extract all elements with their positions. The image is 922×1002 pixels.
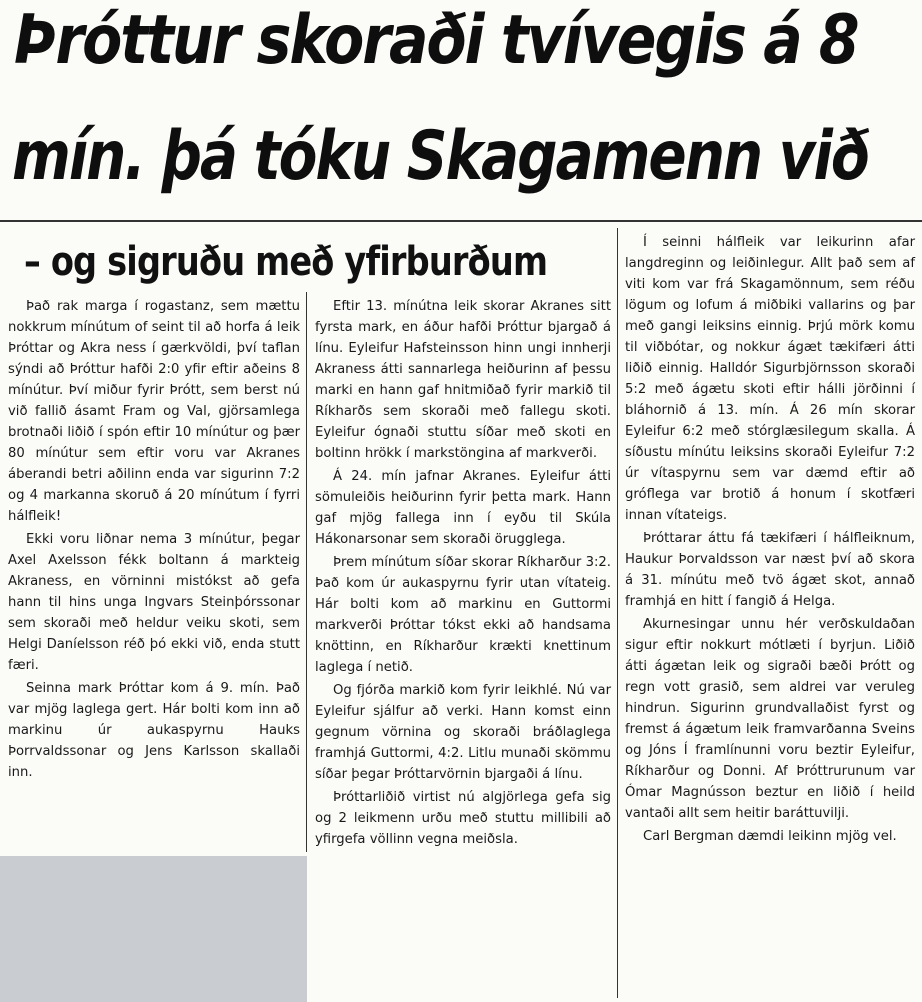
article-column-2 bbox=[315, 296, 611, 852]
article-column-3 bbox=[625, 232, 915, 849]
paragraph: Eftir 13. mínútna leik skorar Akranes sitt fyrsta mark, en áður hafði Þróttur bjargað á línu. Eyleifur Hafsteinsson hinn ungi innherji Akraness átti sannarlega heiðurinn af þessu marki en hann gaf hnitmiðað fyrir markið til Ríkharðs sem skoraði með fallegu skoti. Eyleifur ógnaði stuttu síðar með skoti en boltinn hrökk í markstöngina af markverði. bbox=[315, 299, 611, 461]
paragraph: Og fjórða markið kom fyrir leikhlé. Nú var Eyleifur sjálfur að verki. Hann komst einn gegnum vörnina og skoraði bráðlaglega framhjá Guttormi, 4:2. Litlu munaði skömmu síðar þegar Þróttarvörnin bjargaði á línu. bbox=[315, 683, 611, 782]
headline-line-1: Þróttur skoraði tvívegis á 8 bbox=[14, 1, 858, 80]
column-divider-1 bbox=[306, 292, 307, 852]
paragraph: Þróttarar áttu fá tækifæri í hálfleiknum, Haukur Þorvaldsson var næst því að skora á 31. mínútu með tvö ágæt skot, annað framhjá en hitt í fangið á Helga. bbox=[625, 531, 915, 609]
paragraph: Seinna mark Þróttar kom á 9. mín. Það var mjög laglega gert. Hár bolti kom inn að markinu úr aukaspyrnu Hauks Þorrvaldssonar og Jens Karlsson skallaði inn. bbox=[8, 681, 300, 780]
paragraph: Þrem mínútum síðar skorar Ríkharður 3:2. Það kom úr aukaspyrnu fyrir utan vítateig. Hár bolti kom að markinu en Guttormi markverði Þróttar tókst ekki að handsama knöttinn, en Ríkharður krækti knettinum laglega í netið. bbox=[315, 555, 611, 675]
paragraph: Carl Bergman dæmdi leikinn mjög vel. bbox=[643, 829, 897, 844]
paragraph: Ekki voru liðnar nema 3 mínútur, þegar Axel Axelsson fékk boltann á markteig Akraness, en vörninni mistókst að gefa hann til hins unga Ingvars Steinþórssonar sem skoraði með heldur veiku skoti, sem Helgi Daníelsson réð þó ekki við, enda stutt færi. bbox=[8, 532, 300, 673]
headline-rule bbox=[0, 220, 922, 222]
subheadline: – og sigruðu með yfirburðum bbox=[24, 239, 548, 285]
paragraph: Þróttarliðið virtist nú algjörlega gefa sig og 2 leikmenn urðu með stuttu millibili að yfirgefa völlinn vegna meiðsla. bbox=[315, 790, 611, 847]
paragraph: Það rak marga í rogastanz, sem mættu nokkrum mínútum of seint til að horfa á leik Þróttar og Akra ness í gærkvöldi, því taflan sýndi að Þróttur hafði 2:0 yfir eftir aðeins 8 mínútur. Því miður fyrir Þrótt, sem berst nú við fallið ásamt Fram og Val, gjörsamlega brotnaði liðið í spón eftir 10 mínútur og þær 80 mínútur sem eftir voru var Akranes áberandi betri aðilinn enda var sigurinn 7:2 og 4 markanna skoruð á 20 mínútum í fyrri hálfleik! bbox=[8, 299, 300, 524]
column-divider-2 bbox=[617, 228, 618, 998]
paragraph: Á 24. mín jafnar Akranes. Eyleifur átti sömuleiðis heiðurinn fyrir þetta mark. Hann gaf mjög fallega inn í eyðu til Skúla Hákonarsonar sem skoraði örugglega. bbox=[315, 469, 611, 547]
paragraph: Akurnesingar unnu hér verðskuldaðan sigur eftir nokkurt mótlæti í byrjun. Liðið átti ágætan leik og sigraði bæði Þrótt og regn vott grasið, sem aldrei var veruleg hindrun. Sigurinn grundvallaðist fyrst og fremst á ágætum leik framvarðanna Sveins og Jóns Í framlínunni voru beztir Eyleifur, Ríkharður og Donni. Af Þróttrurunum var Ómar Magnússon beztur en liðið í heild vantaði allt sem heitir baráttuvilji. bbox=[625, 617, 915, 821]
headline-line-2: mín. þá tóku Skagamenn við bbox=[12, 117, 868, 196]
article-column-1 bbox=[8, 296, 300, 785]
paragraph: Í seinni hálfleik var leikurinn afar langdreginn og leiðinlegur. Allt það sem af viti kom var frá Skagamönnum, sem réðu lögum og lofum á miðbiki vallarins og þar með gangi leiksins einnig. Þrjú mörk komu til viðbótar, og nokkur ágæt tækifæri átti liðið einnig. Halldór Sigurbjörnsson skoraði 5:2 með ágætu skoti eftir hálli jörðinni í bláhornið á 13. mín. Á 26 mín skorar Eyleifur 6:2 með stórglæsilegum skalla. Á síðustu mínútu leiksins skoraði Eyleifur 7:2 úr vítaspyrnu sem var dæmd eftir að gróflega var brotið á honum í skotfæri innan vítateigs. bbox=[625, 235, 915, 523]
